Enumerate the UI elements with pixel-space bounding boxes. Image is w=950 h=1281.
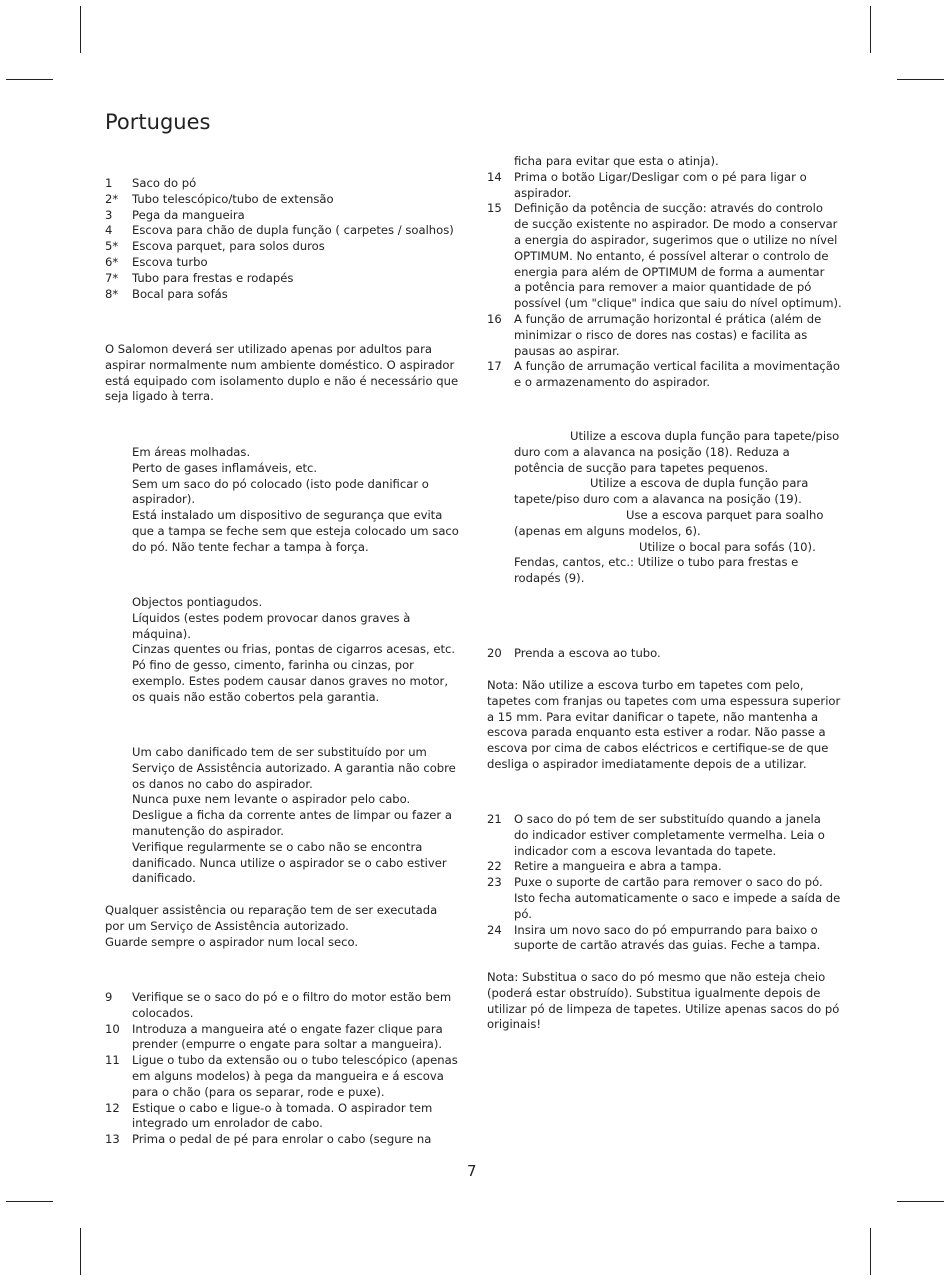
item-number: 14 [487,169,502,184]
crop-mark [80,1228,81,1275]
text-line: os quais não estão cobertos pela garantia. [132,689,380,704]
text-line: utilizar pó de limpeza de tapetes. Utilize apenas sacos do pó [487,1001,840,1016]
text-line: A função de arrumação vertical facilita a movimentação [514,359,840,374]
bag-note [487,970,842,1033]
item-text: Pega da mangueira [132,207,245,222]
crop-mark [870,1228,871,1275]
text-line: pó. [514,906,532,921]
text-line: colocados. [132,1005,194,1020]
item-number: 1 [105,176,113,190]
text-line: duro com a alavanca na posição (18). Reduza a [514,444,790,459]
list-item [105,255,465,271]
cable-warnings [132,745,465,887]
text-line: de sucção existente no aspirador. De modo a conservar [514,217,838,232]
text-line: a energia do aspirador, sugerimos que o utilize no nível [514,232,838,247]
text-line: Objectos pontiagudos. [132,595,263,609]
item-number: 23 [487,875,502,890]
list-item [105,287,465,303]
text-line: Utilize a escova de dupla função para [590,476,809,491]
text-line: suporte de cartão através das guias. Feche a tampa. [514,938,821,953]
text-line: Ligue o tubo da extensão ou o tubo telescópico (apenas [132,1053,458,1068]
brush-tips [514,429,844,587]
step-20 [487,646,842,662]
text-line: para o chão (para os separar, rode e puxe). [132,1084,385,1099]
text-line: do indicador estiver completamente vermelha. Leia o [514,827,825,842]
service-paragraph [105,903,465,950]
item-number: 4 [105,223,113,238]
text-line: Introduza a mangueira até o engate fazer clique para [132,1021,443,1036]
list-item [105,239,465,255]
text-line: exemplo. Estes podem causar danos graves no motor, [132,673,449,688]
text-line: energia para além de OPTIMUM de forma a aumentar [514,264,825,279]
item-number: 17 [487,359,502,374]
text-line: OPTIMUM. No entanto, é possível alterar o controlo de [514,248,829,263]
text-line: está equipado com isolamento duplo e não é necessário que [105,373,459,388]
text-line: originais! [487,1017,542,1032]
text-line: máquina). [132,626,191,641]
text-line: Utilize o bocal para sofás (10). [639,539,816,554]
text-line: Fendas, cantos, etc.: Utilize o tubo para frestas e [514,555,799,570]
text-line: tapetes com franjas ou tapetes com uma espessura superior [487,693,841,708]
text-line: desliga o aspirador imediatamente depois de a utilizar. [487,756,807,771]
text-line: Pó fino de gesso, cimento, farinha ou cinzas, por [132,658,414,673]
crop-mark [897,1201,944,1202]
list-item [487,812,842,859]
item-number: 3 [105,207,113,222]
item-number: 10 [105,1021,120,1036]
text-line: em alguns modelos) à pega da mangueira e á escova [132,1068,444,1083]
item-text: Escova turbo [132,254,208,269]
item-text: Tubo telescópico/tubo de extensão [132,191,334,206]
text-line: a potência para remover a maior quantidade de pó [514,280,812,295]
list-item [105,990,465,1022]
text-line: Isto fecha automaticamente o saco e impede a saída de [514,890,841,905]
text-line: tapete/piso duro com a alavanca na posição (19). [514,492,802,507]
text-line: escova parada enquanto esta estiver a rodar. Não passe a [487,725,826,740]
text-line: Utilize a escova dupla função para tapete/piso [570,429,840,443]
item-text: Escova para chão de dupla função ( carpetes / soalhos) [132,223,454,238]
item-number: 13 [105,1132,120,1147]
page-title: Portugues [105,110,211,134]
text-line: seja ligado à terra. [105,389,214,404]
text-line: escova por cima de cabos eléctricos e certifique-se de que [487,741,829,756]
item-number: 21 [487,812,502,826]
steps-left [105,990,465,1148]
text-line: do pó. Não tente fechar a tampa à força. [132,539,369,554]
list-item [105,1132,465,1148]
crop-mark [870,6,871,53]
text-line: aspirador. [514,185,572,200]
text-line: Guarde sempre o aspirador num local seco. [105,934,359,949]
text-line: aspirar normalmente num ambiente doméstico. O aspirador [105,357,455,372]
list-item [487,312,842,359]
crop-mark [6,79,53,80]
item-number: 2* [105,191,119,206]
text-line: Retire a mangueira e abra a tampa. [514,859,722,874]
text-line: pausas ao aspirar. [514,343,620,358]
list-item [105,176,465,192]
list-item [105,192,465,208]
text-line: que a tampa se feche sem que esteja colocado um saco [132,523,459,538]
warning-objects [132,595,465,706]
page-number: 7 [467,1162,477,1180]
item-number: 16 [487,311,502,326]
list-item [105,223,465,239]
item-number: 15 [487,201,502,216]
text-line: possível (um "clique" indica que saiu do nível optimum). [514,296,842,311]
bag-steps [487,812,842,954]
warning-places [132,445,465,556]
crop-mark [897,79,944,80]
text-line: manutenção do aspirador. [132,823,284,838]
text-line: ficha para evitar que esta o atinja). [514,154,719,168]
text-line: Prima o botão Ligar/Desligar com o pé para ligar o [514,169,807,184]
text-line: Verifique regularmente se o cabo não se encontra [132,839,423,854]
item-text: Saco do pó [132,176,197,190]
text-line: (poderá estar obstruído). Substitua igualmente depois de [487,985,821,1000]
text-line: danificado. [132,871,196,886]
list-item [487,923,842,955]
item-number: 12 [105,1100,120,1115]
list-item [487,875,842,922]
list-item [105,208,465,224]
text-line: Nota: Substitua o saco do pó mesmo que não esteja cheio [487,970,826,984]
item-number: 9 [105,990,113,1004]
turbo-note [487,678,842,773]
item-text: Tubo para frestas e rodapés [132,270,294,285]
text-line: Cinzas quentes ou frias, pontas de cigarros acesas, etc. [132,642,456,657]
list-item [487,201,842,312]
item-number: 5* [105,239,119,254]
text-line: integrado um enrolador de cabo. [132,1116,323,1131]
list-item [487,154,842,170]
text-line: O saco do pó tem de ser substituído quando a janela [514,812,821,826]
text-line: Nota: Não utilize a escova turbo em tapetes com pelo, [487,678,804,692]
text-line: Desligue a ficha da corrente antes de limpar ou fazer a [132,808,452,823]
list-item [487,359,842,391]
text-line: minimizar o risco de dores nas costas) e facilita as [514,327,808,342]
text-line: Serviço de Assistência autorizado. A garantia não cobre [132,760,456,775]
text-line: Qualquer assistência ou reparação tem de ser executada [105,903,438,917]
text-line: (apenas em alguns modelos, 6). [514,523,701,538]
text-line: Verifique se o saco do pó e o filtro do motor estão bem [132,990,452,1004]
list-item [105,1101,465,1133]
text-line: Líquidos (estes podem provocar danos graves à [132,610,411,625]
item-text: Escova parquet, para solos duros [132,239,325,254]
item-text: Prenda a escova ao tubo. [514,646,661,660]
item-number: 11 [105,1053,120,1068]
item-number: 20 [487,646,502,660]
text-line: A função de arrumação horizontal é prática (além de [514,311,822,326]
item-number: 7* [105,270,119,285]
text-line: Sem um saco do pó colocado (isto pode danificar o [132,476,429,491]
item-number: 6* [105,254,119,269]
parts-list [105,176,465,302]
text-line: Nunca puxe nem levante o aspirador pelo cabo. [132,792,411,807]
text-line: Puxe o suporte de cartão para remover o saco do pó. [514,875,823,890]
text-line: Insira um novo saco do pó empurrando para baixo o [514,922,818,937]
text-line: Prima o pedal de pé para enrolar o cabo (segure na [132,1132,432,1147]
list-item [487,859,842,875]
list-item [487,170,842,202]
crop-mark [80,6,81,53]
item-text: Bocal para sofás [132,286,228,301]
text-line: indicador com a escova levantada do tapete. [514,843,777,858]
text-line: Definição da potência de sucção: através do controlo [514,201,823,216]
crop-mark [6,1201,53,1202]
text-line: prender (empurre o engate para soltar a mangueira). [132,1037,443,1052]
text-line: Use a escova parquet para soalho [626,507,824,522]
text-line: Em áreas molhadas. [132,445,251,459]
list-item [105,1053,465,1100]
text-line: a 15 mm. Para evitar danificar o tapete, não mantenha a [487,709,819,724]
text-line: Está instalado um dispositivo de segurança que evita [132,508,443,523]
steps-right [487,154,842,391]
text-line: Estique o cabo e ligue-o à tomada. O aspirador tem [132,1100,433,1115]
intro-paragraph [105,342,465,405]
text-line: danificado. Nunca utilize o aspirador se o cabo estiver [132,855,447,870]
list-item [105,271,465,287]
text-line: rodapés (9). [514,571,585,586]
text-line: e o armazenamento do aspirador. [514,375,711,390]
text-line: aspirador). [132,492,196,507]
text-line: os danos no cabo do aspirador. [132,776,313,791]
text-line: Perto de gases inflamáveis, etc. [132,460,318,475]
item-number: 8* [105,286,119,301]
item-number: 24 [487,922,502,937]
text-line: por um Serviço de Assistência autorizado. [105,918,349,933]
item-number [487,154,514,170]
list-item [105,1022,465,1054]
text-line: Um cabo danificado tem de ser substituído por um [132,745,427,759]
text-line: potência de sucção para tapetes pequenos. [514,460,769,475]
text-line: O Salomon deverá ser utilizado apenas por adultos para [105,342,432,356]
list-item [487,646,842,662]
item-number: 22 [487,859,502,874]
